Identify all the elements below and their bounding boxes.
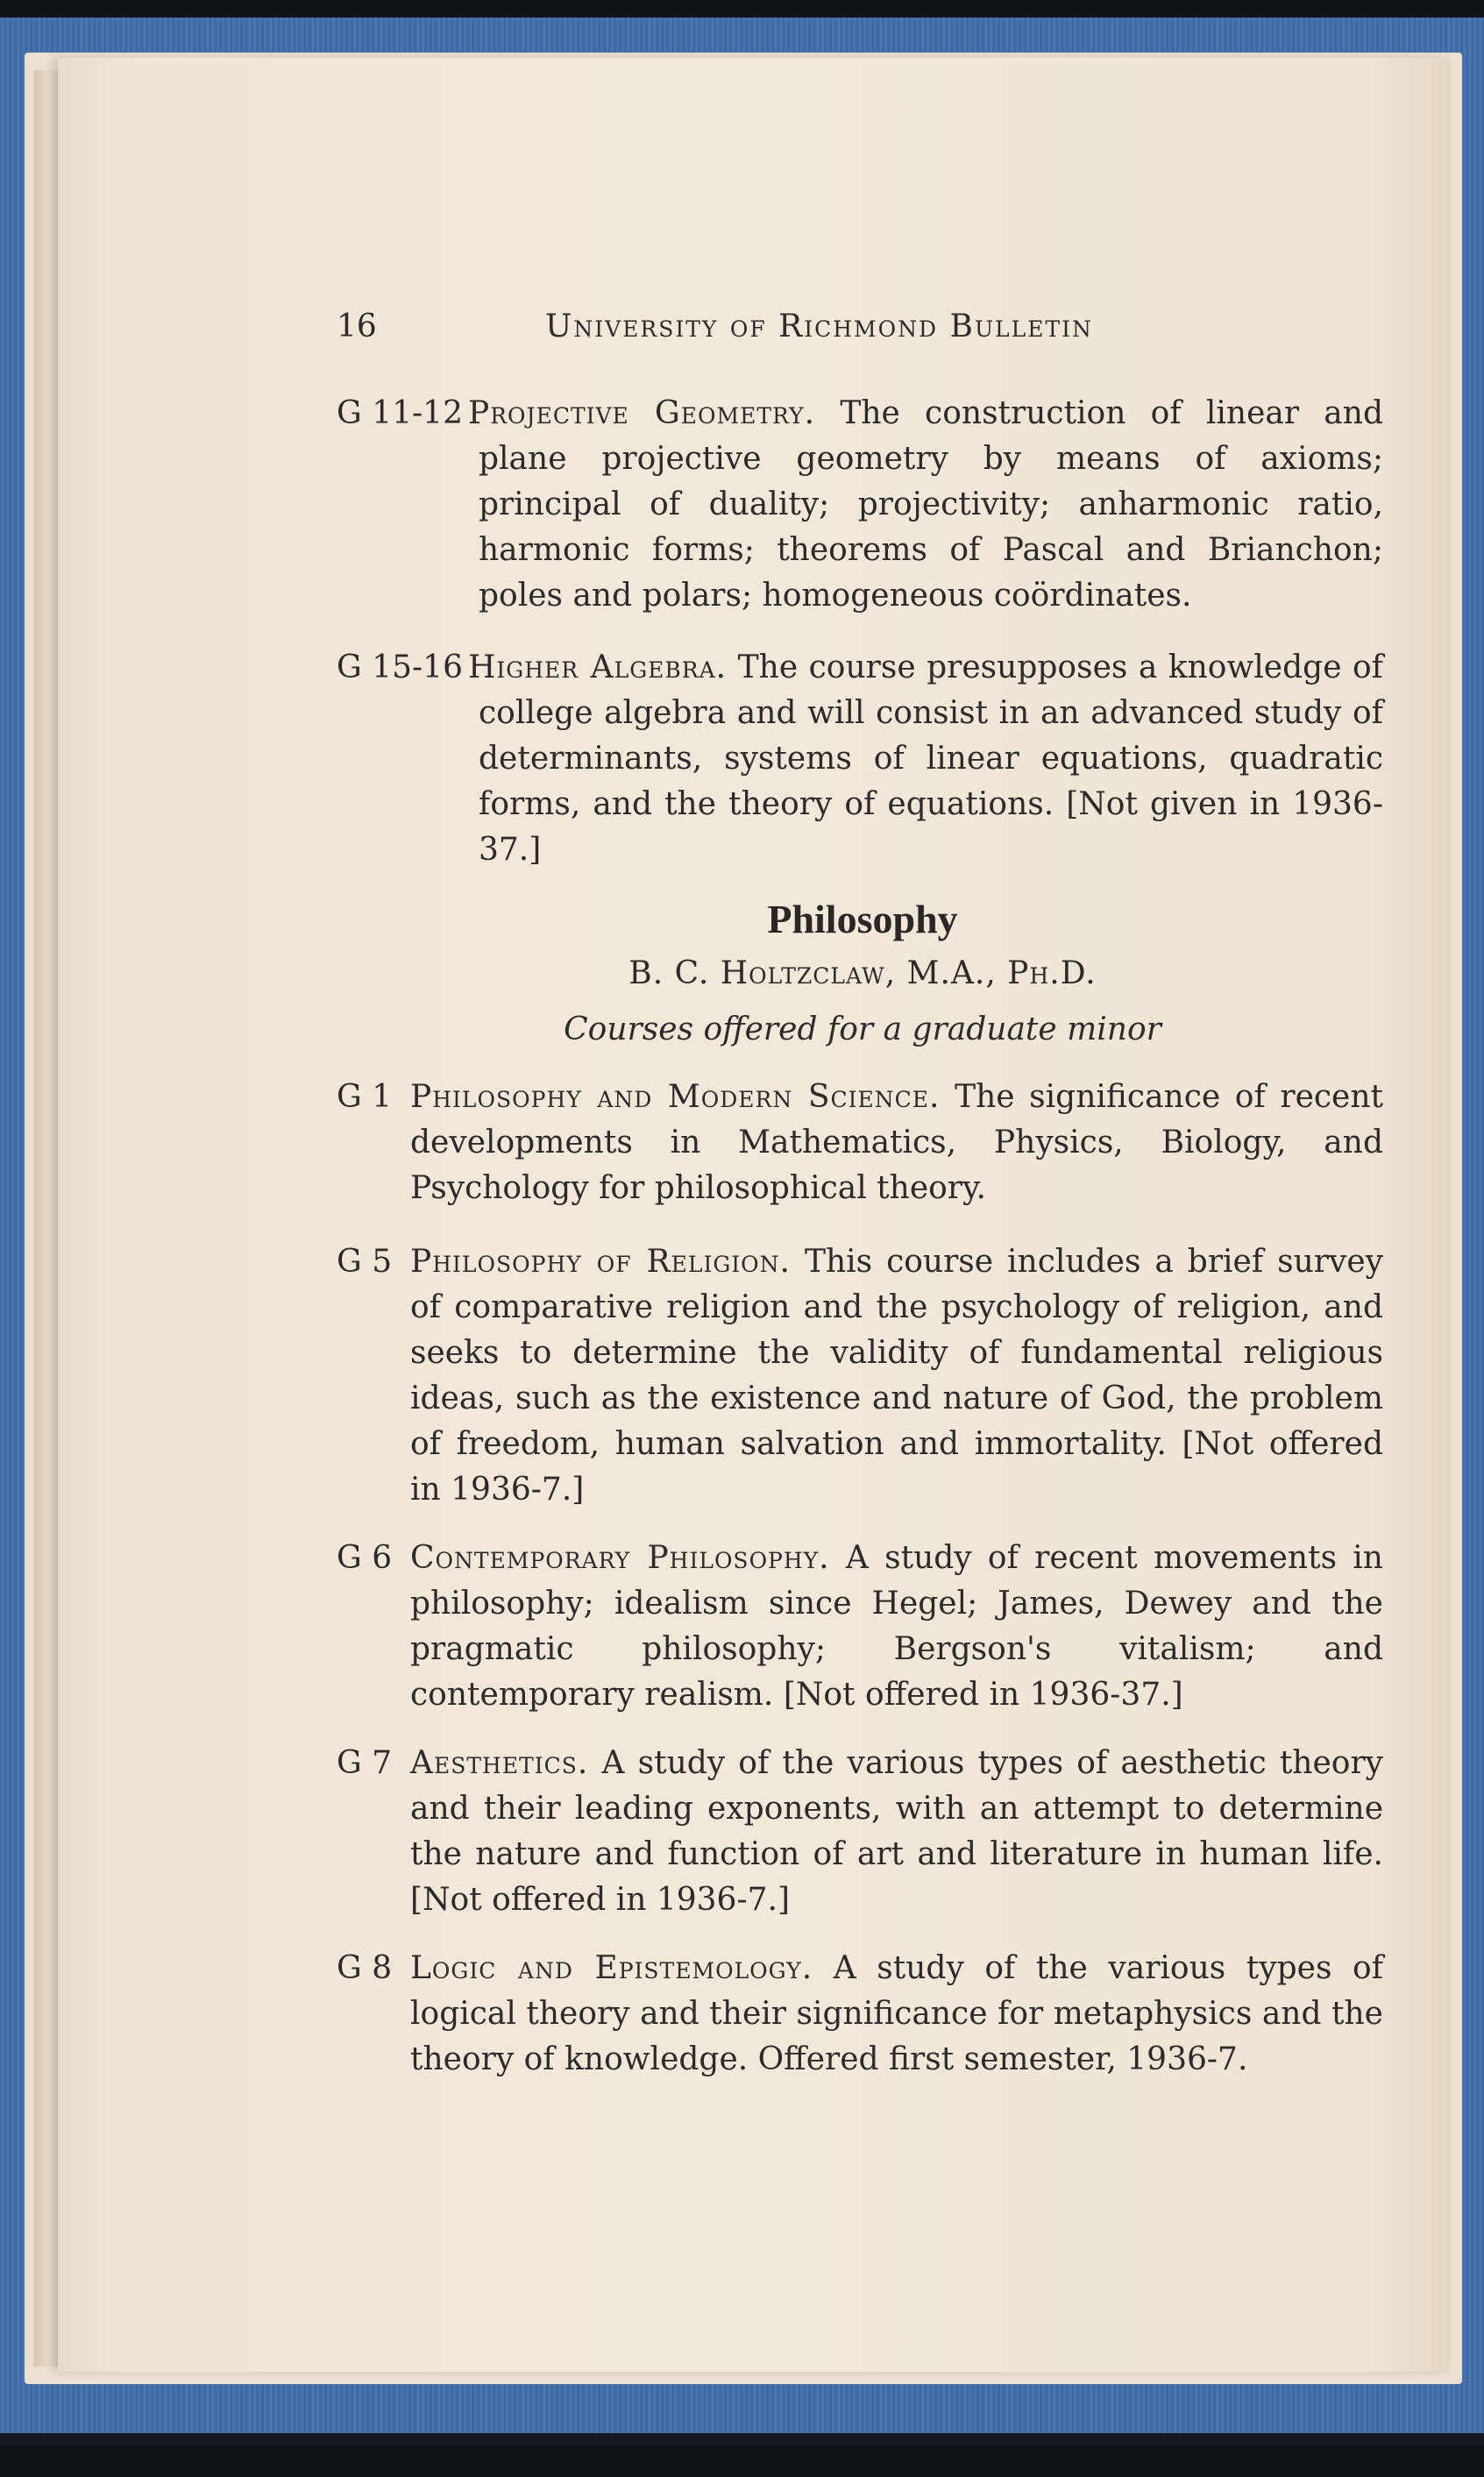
course-entry xyxy=(337,1946,1388,2095)
course-code: G 8 xyxy=(337,1950,393,1986)
course-description-block xyxy=(410,1536,1383,1718)
course-title: Logic and Epistemology. xyxy=(410,1950,813,1986)
page-gutter xyxy=(33,70,60,2367)
course-title: Aesthetics. xyxy=(410,1745,589,1781)
course-code: G 1 xyxy=(337,1079,393,1115)
course-description: This course includes a brief survey of comparative religion and the psychology of religion, and seeks to determine the validity of fundamental religious ideas, such as the existence and nature of God, the problem of freedom, human salvation and immortality. [Not offered in 1936-7.] xyxy=(410,1244,1383,1508)
course-entry xyxy=(337,1239,1388,1529)
course-code: G 11-12 xyxy=(337,395,463,431)
course-code: G 7 xyxy=(337,1745,393,1781)
course-description-block xyxy=(410,1741,1383,1923)
page-number: 16 xyxy=(337,309,377,344)
course-description: A study of recent movements in philosophy; idealism since Hegel; James, Dewey and the pragmatic philosophy; Bergson's vitalism; and contemporary realism. [Not offered in 1936-37.] xyxy=(410,1540,1383,1713)
course-title: Projective Geometry. xyxy=(468,395,816,431)
course-description: A study of the various types of logical theory and their significance for metaphysics and the theory of knowledge. Offered first semester, 1936-7. xyxy=(410,1950,1383,2077)
course-description: The course presupposes a knowledge of college algebra and will consist in an advanced study of determinants, systems of linear equations, quadratic forms, and the theory of equations. [Not given in 1936-37.] xyxy=(479,649,1383,868)
instructor-name: B. C. Holtzclaw, M.A., Ph.D. xyxy=(628,955,1097,991)
course-description: The significance of recent developments in Mathematics, Physics, Biology, and Psychology for philosophical theory. xyxy=(410,1079,1383,1206)
course-title: Higher Algebra. xyxy=(468,649,728,685)
course-code: G 5 xyxy=(337,1244,393,1280)
course-description: The construction of linear and plane projective geometry by means of axioms; principal of duality; projectivity; anharmonic ratio, harmonic forms; theorems of Pascal and Brianchon; poles and polars; homogeneous coördinates. xyxy=(479,395,1384,614)
course-description: A study of the various types of aesthetic theory and their leading exponents, with an attempt to determine the nature and function of art and literature in human life. [Not offered in 1936-7.] xyxy=(410,1745,1383,1918)
course-code: G 6 xyxy=(337,1540,393,1576)
course-entry xyxy=(337,1075,1388,1215)
course-title: Philosophy of Religion. xyxy=(410,1244,791,1280)
course-title: Philosophy and Modern Science. xyxy=(410,1079,941,1115)
course-entry xyxy=(337,645,1388,868)
course-entry xyxy=(337,1536,1388,1728)
course-title: Contemporary Philosophy. xyxy=(410,1540,830,1576)
course-description-block xyxy=(410,1075,1383,1211)
section-heading: Philosophy xyxy=(767,897,958,941)
course-description-block xyxy=(410,1946,1383,2083)
course-entry xyxy=(337,1741,1388,1934)
course-entry xyxy=(337,391,1388,619)
course-description-block xyxy=(410,1239,1383,1513)
running-head: University of Richmond Bulletin xyxy=(545,309,1093,344)
page-header xyxy=(337,309,1388,352)
section-subtitle: Courses offered for a graduate minor xyxy=(564,1011,1161,1047)
background-bottom xyxy=(0,2445,1484,2477)
course-description-block xyxy=(468,391,1384,619)
course-code: G 15-16 xyxy=(337,649,463,685)
course-description-block xyxy=(468,645,1383,873)
